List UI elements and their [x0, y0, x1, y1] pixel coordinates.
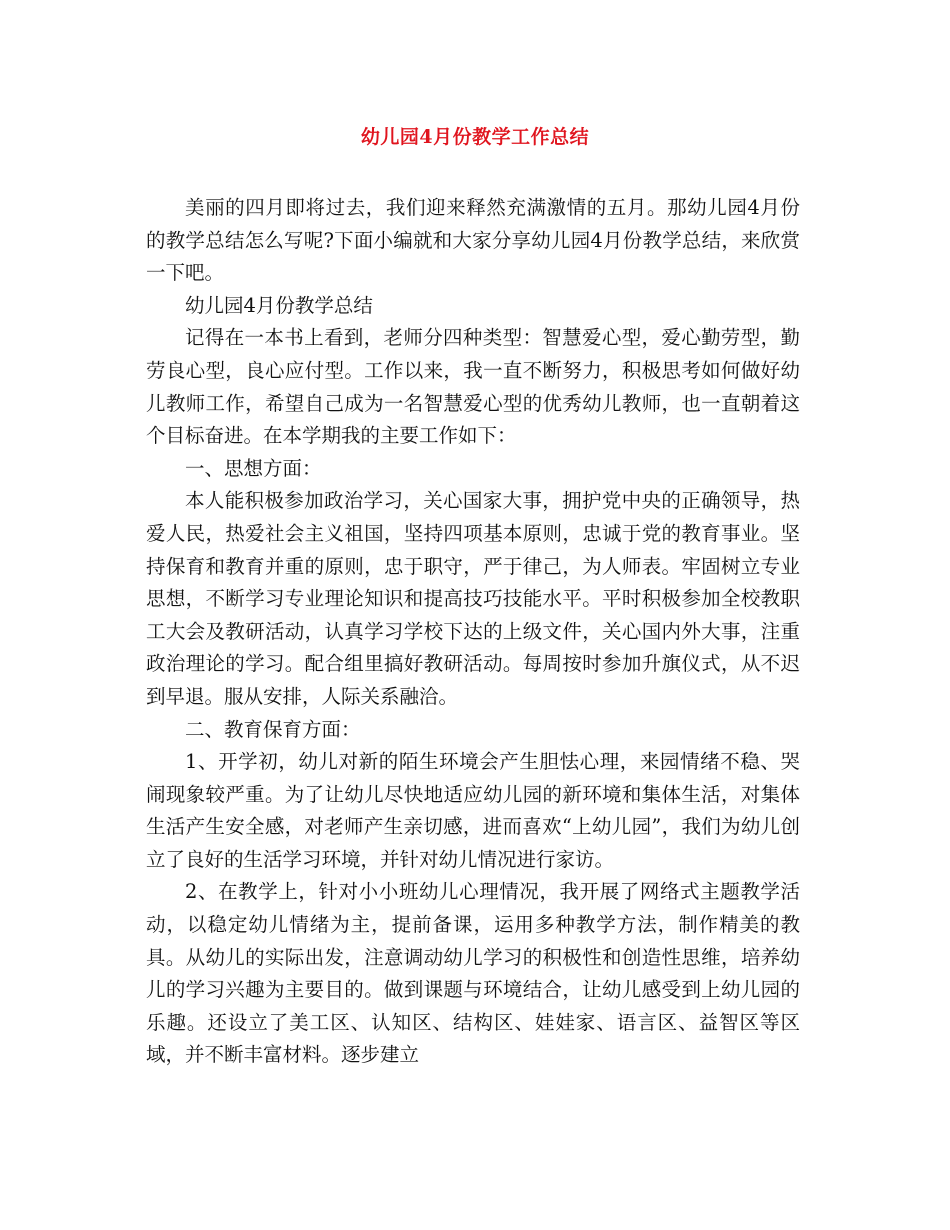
section-heading-education: 二、教育保育方面： [185, 717, 361, 741]
paragraph-item-2: 2、在教学上，针对小小班幼儿心理情况，我开展了网络式主题教学活动，以稳定幼儿情绪为主，提前备课，运用多种教学方法，制作精美的教具。从幼儿的实际出发，注意调动幼儿学习的积极性和创造性思维，培养幼儿的学习兴趣为主要目的。做到课题与环境结合，让幼儿感受到上幼儿园的乐趣。还设立了美工区、认知区、结构区、娃娃家、语言区、益智区等区域，并不断丰富材料。逐步建立 [146, 880, 800, 1067]
section-heading-thought: 一、思想方面： [185, 456, 322, 480]
paragraph-item-1: 1、开学初，幼儿对新的陌生环境会产生胆怯心理，来园情绪不稳、哭闹现象较严重。为了让幼儿尽快地适应幼儿园的新环境和集体生活，对集体生活产生安全感，对老师产生亲切感，进而喜欢“上幼儿园”，我们为幼儿创立了良好的生活学习环境，并针对幼儿情况进行家访。 [146, 750, 800, 871]
paragraph-thought: 本人能积极参加政治学习，关心国家大事，拥护党中央的正确领导，热爱人民，热爱社会主义祖国，坚持四项基本原则，忠诚于党的教育事业。坚持保育和教育并重的原则，忠于职守，严于律己，为人师表。牢固树立专业思想，不断学习专业理论知识和提高技巧技能水平。平时积极参加全校教职工大会及教研活动，认真学习学校下达的上级文件，关心国内外大事，注重政治理论的学习。配合组里搞好教研活动。每周按时参加升旗仪式，从不迟到早退。服从安排，人际关系融洽。 [146, 489, 800, 708]
paragraph-subtitle: 幼儿园4月份教学总结 [185, 293, 373, 317]
paragraph-intro: 美丽的四月即将过去，我们迎来释然充满激情的五月。那幼儿园4月份的教学总结怎么写呢?下面小编就和大家分享幼儿园4月份教学总结，来欣赏一下吧。 [146, 196, 800, 285]
paragraph-teacher-types: 记得在一本书上看到，老师分四种类型：智慧爱心型，爱心勤劳型，勤劳良心型，良心应付型。工作以来，我一直不断努力，积极思考如何做好幼儿教师工作，希望自己成为一名智慧爱心型的优秀幼儿教师，也一直朝着这个目标奋进。在本学期我的主要工作如下： [146, 326, 800, 448]
document-title: 幼儿园4月份教学工作总结 [360, 126, 590, 148]
document-body [146, 192, 800, 1072]
